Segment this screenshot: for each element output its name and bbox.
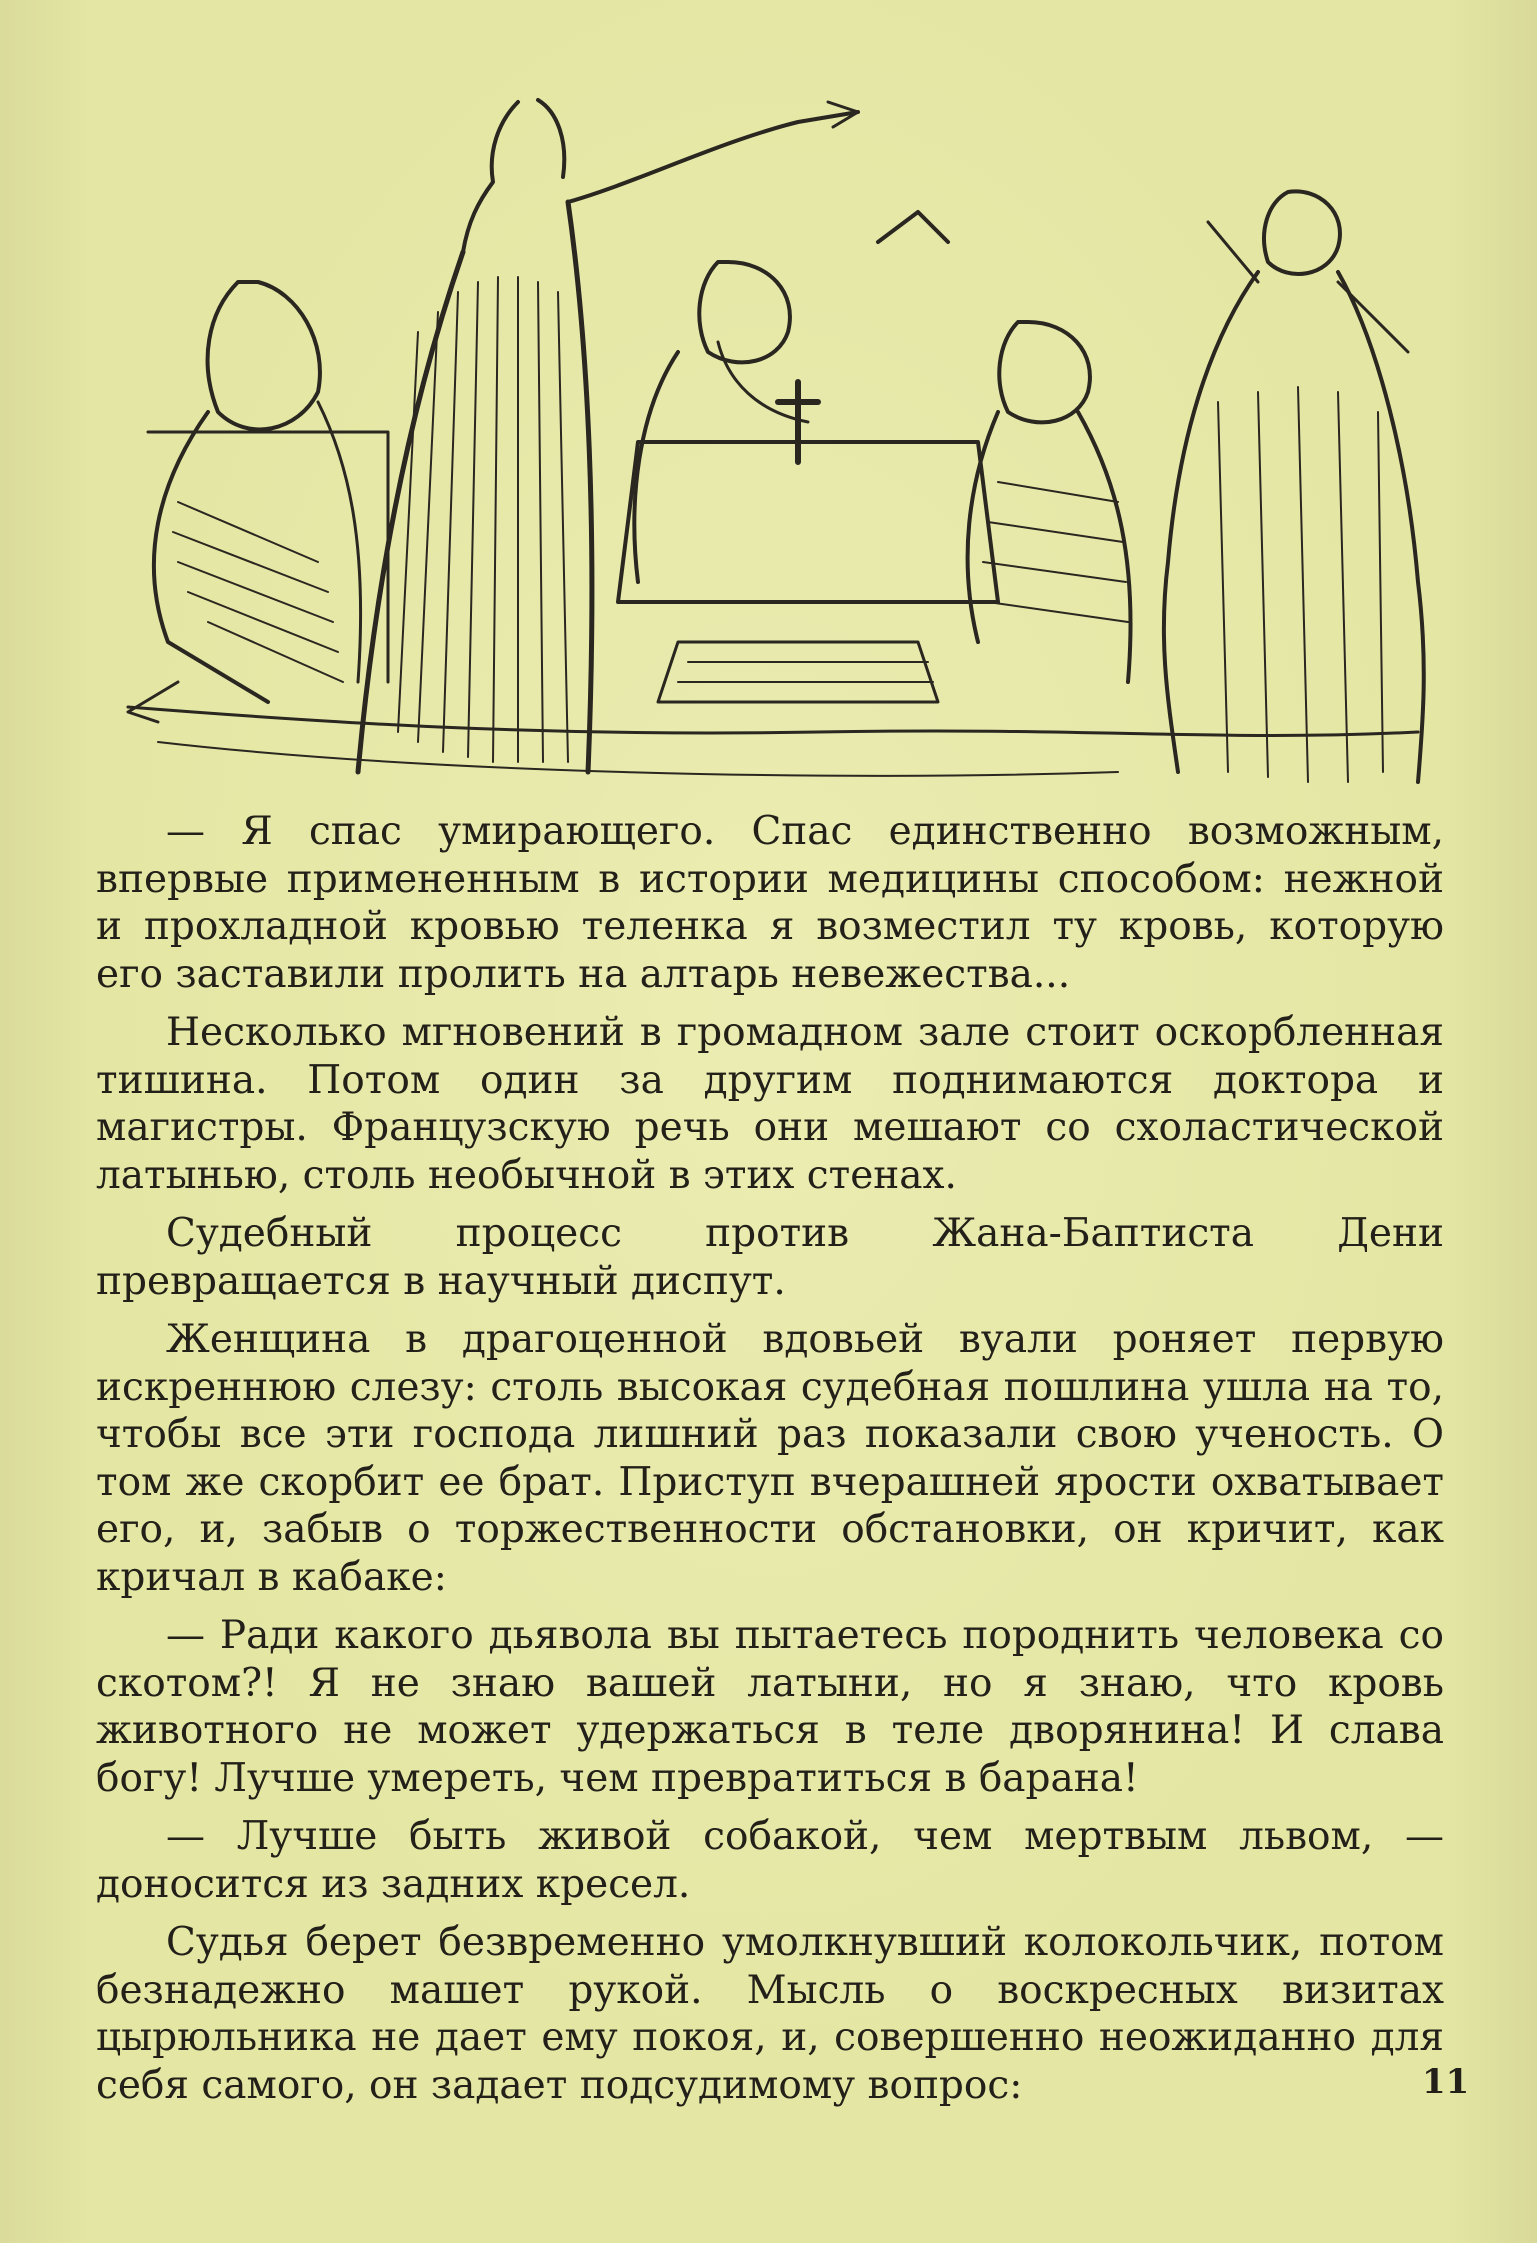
paragraph: — Ради какого дьявола вы пытаетесь породнить человека со скотом?! Я не знаю вашей латыни, но я знаю, что кровь животного не может удержаться в теле дворянина! И слава богу! Лучше умереть, чем превратиться в барана! bbox=[96, 1613, 1444, 1801]
paragraph: — Лучше быть живой собакой, чем мертвым львом, — доносится из задних кресел. bbox=[96, 1814, 1444, 1907]
paragraph: Судья берет безвременно умолкнувший колокольчик, потом безнадежно машет рукой. Мысль о воскресных визитах цырюльника не дает ему покоя, и, совершенно неожиданно для себя самого, он задает подсудимому вопрос: bbox=[96, 1920, 1444, 2108]
paragraph: — Я спас умирающего. Спас единственно возможным, впервые примененным в истории медицины способом: нежной и прохладной кровью теленка я возместил ту кровь, которую его заставили пролить на алтарь невежества... bbox=[96, 809, 1444, 997]
page-number: 11 bbox=[1422, 2062, 1470, 2102]
paragraph: Несколько мгновений в громадном зале стоит оскорбленная тишина. Потом один за другим поднимаются доктора и магистры. Французскую речь они мешают со схоластической латынью, столь необычной в этих стенах. bbox=[96, 1010, 1444, 1198]
body-text bbox=[96, 808, 1444, 2120]
paragraph: Судебный процесс против Жана-Баптиста Дени превращается в научный диспут. bbox=[96, 1211, 1444, 1304]
courtroom-illustration bbox=[118, 82, 1438, 797]
paragraph: Женщина в драгоценной вдовьей вуали роняет первую искреннюю слезу: столь высокая судебная пошлина ушла на то, чтобы все эти господа лишний раз показали свою ученость. О том же скорбит ее брат. Приступ вчерашней ярости охватывает его, и, забыв о торжественности обстановки, он кричит, как кричал в кабаке: bbox=[96, 1317, 1444, 1600]
